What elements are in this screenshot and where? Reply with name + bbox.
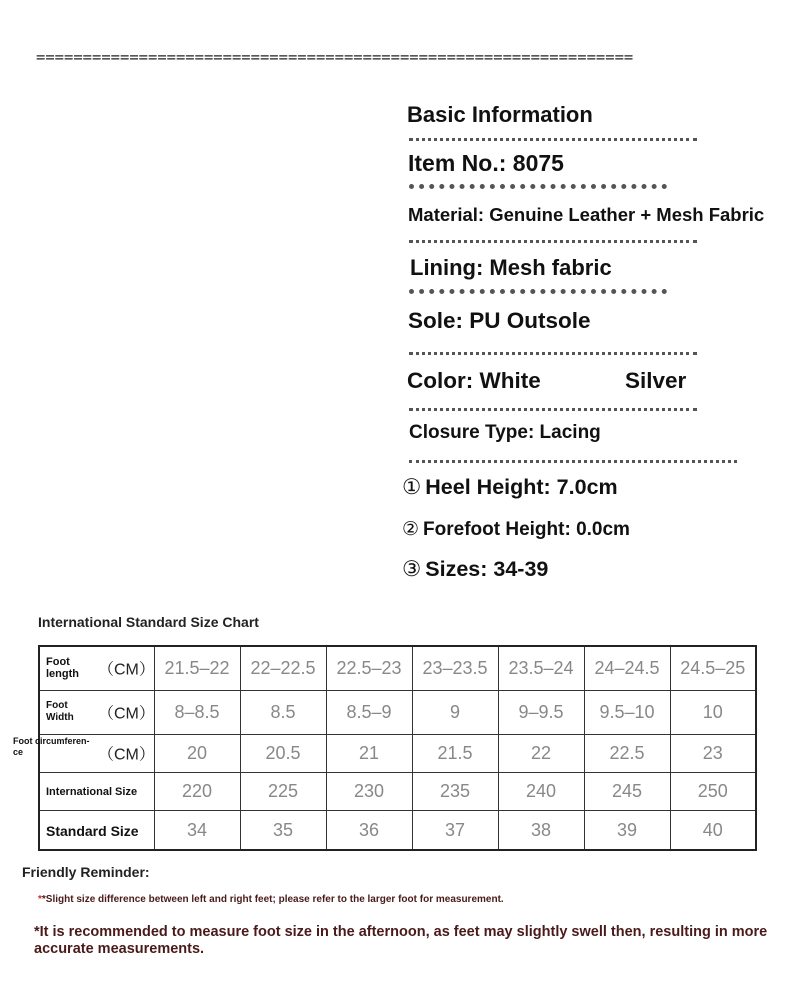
size-chart-title: International Standard Size Chart: [38, 614, 259, 630]
table-cell: 23–23.5: [412, 646, 498, 690]
table-cell: 23: [670, 734, 756, 772]
table-row-foot-length: [39, 646, 756, 690]
table-cell: 21.5: [412, 734, 498, 772]
row-header-foot-width: [39, 690, 154, 734]
reminder-note-left-right: [38, 894, 504, 905]
table-row-standard-size: [39, 811, 756, 850]
table-cell: 24–24.5: [584, 646, 670, 690]
note1-text: *Slight size difference between left and right feet; please refer to the larger foot for measurement.: [41, 894, 504, 905]
table-cell: 250: [670, 772, 756, 810]
size-chart-table: [38, 645, 757, 851]
closure-type: Closure Type: Lacing: [409, 422, 601, 443]
table-cell: 220: [154, 772, 240, 810]
color-silver: Silver: [625, 368, 687, 393]
foot-circumference-label-line2: ce: [13, 747, 24, 757]
dotted-divider: [409, 352, 697, 355]
table-cell: 8.5–9: [326, 690, 412, 734]
row-label: Foot Width: [46, 700, 74, 724]
table-cell: 24.5–25: [670, 646, 756, 690]
reminder-note-afternoon: *It is recommended to measure foot size in the afternoon, as feet may slightly swell then, resulting in more accurate measurements.: [34, 924, 768, 957]
dotted-divider: [409, 408, 697, 411]
table-cell: 20.5: [240, 734, 326, 772]
forefoot-height-text: Forefoot Height: 0.0cm: [423, 519, 630, 540]
table-cell: 245: [584, 772, 670, 810]
note-star: *: [38, 894, 42, 905]
table-cell: 9.5–10: [584, 690, 670, 734]
sizes-marker: ③: [402, 557, 422, 581]
table-cell: 22–22.5: [240, 646, 326, 690]
row-unit: （CM）: [98, 746, 155, 764]
foot-circumference-label: [13, 736, 103, 758]
table-cell: 230: [326, 772, 412, 810]
row-label: International Size: [46, 786, 138, 799]
row-label: Foot length: [46, 656, 79, 681]
dotted-divider: [409, 289, 667, 294]
table-cell: 21: [326, 734, 412, 772]
dotted-divider: [409, 138, 697, 141]
dotted-divider: [409, 240, 697, 243]
table-cell: 240: [498, 772, 584, 810]
table-cell: 38: [498, 811, 584, 850]
row-label: Standard Size: [46, 822, 139, 839]
row-unit: （CM）: [98, 705, 155, 723]
table-cell: 235: [412, 772, 498, 810]
table-cell: 23.5–24: [498, 646, 584, 690]
heel-height: [402, 475, 618, 500]
table-cell: 22: [498, 734, 584, 772]
table-cell: 22.5–23: [326, 646, 412, 690]
sizes: [402, 557, 548, 582]
table-cell: 35: [240, 811, 326, 850]
table-cell: 9: [412, 690, 498, 734]
table-cell: 36: [326, 811, 412, 850]
table-cell: 8.5: [240, 690, 326, 734]
table-cell: 8–8.5: [154, 690, 240, 734]
table-row-foot-circumference: [39, 734, 756, 772]
sole: Sole: PU Outsole: [408, 308, 591, 333]
heel-height-text: Heel Height: 7.0cm: [425, 475, 618, 499]
table-cell: 40: [670, 811, 756, 850]
color-white: Color: White: [407, 368, 541, 393]
heel-marker: ①: [402, 475, 422, 499]
lining: Lining: Mesh fabric: [410, 255, 612, 280]
table-cell: 9–9.5: [498, 690, 584, 734]
item-number: Item No.: 8075: [408, 150, 564, 176]
table-cell: 37: [412, 811, 498, 850]
table-cell: 225: [240, 772, 326, 810]
table-cell: 34: [154, 811, 240, 850]
friendly-reminder-title: Friendly Reminder:: [22, 864, 150, 880]
dotted-divider: [409, 184, 667, 189]
basic-info-heading: Basic Information: [407, 102, 593, 127]
foot-circumference-label-line1: Foot circumferen-: [13, 736, 90, 746]
table-cell: 10: [670, 690, 756, 734]
table-cell: 20: [154, 734, 240, 772]
table-row-international-size: [39, 772, 756, 810]
forefoot-marker: ②: [402, 519, 420, 540]
row-unit: （CM）: [98, 661, 155, 679]
table-cell: 21.5–22: [154, 646, 240, 690]
table-cell: 39: [584, 811, 670, 850]
row-header-international-size: [39, 772, 154, 810]
material: Material: Genuine Leather + Mesh Fabric: [408, 204, 765, 225]
sizes-text: Sizes: 34-39: [425, 557, 549, 581]
forefoot-height: [402, 518, 630, 541]
table-cell: 22.5: [584, 734, 670, 772]
top-separator-rule: ================================================================: [36, 48, 634, 66]
row-header-foot-length: [39, 646, 154, 690]
row-header-standard-size: [39, 811, 154, 850]
dotted-divider: [409, 460, 737, 463]
table-row-foot-width: [39, 690, 756, 734]
